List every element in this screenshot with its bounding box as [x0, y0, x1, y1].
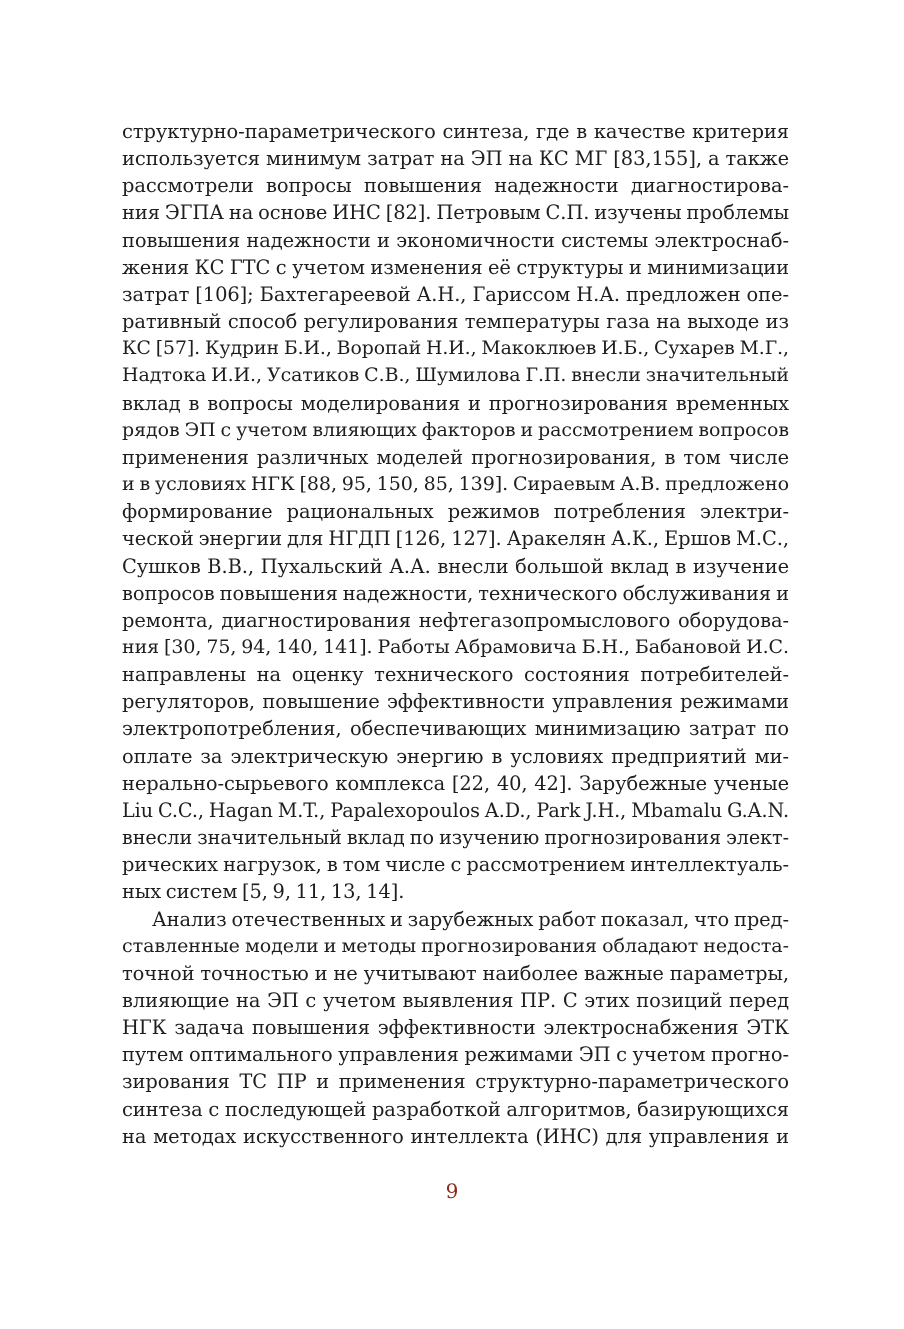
text-line: рассмотрели вопросы повышения надежности диагностирова- [122, 174, 789, 198]
text-line: внесли значительный вклад по изучению прогнозирования элект- [122, 826, 789, 850]
text-line: рических нагрузок, в том числе с рассмотрением интеллектуаль- [122, 853, 789, 877]
text-line: рядов ЭП с учетом влияющих факторов и рассмотрением вопросов [122, 418, 789, 441]
text-line: структурно-параметрического синтеза, где в качестве критерия [122, 120, 789, 143]
text-line: оплате за электрическую энергию в условиях предприятий ми- [122, 744, 789, 768]
text-line: ния [30, 75, 94, 140, 141]. Работы Абрамовича Б.Н., Бабановой И.С. [122, 635, 789, 658]
text-line: регуляторов, повышение эффективности управления режимами [122, 690, 789, 714]
text-line: нерально-сырьевого комплекса [22, 40, 42]. Зарубежные ученые [122, 771, 789, 795]
paragraph [122, 906, 789, 1150]
text-line: вклад в вопросы моделирования и прогнозирования временных [122, 391, 789, 415]
text-line: направлены на оценку технического состояния потребителей- [122, 663, 789, 687]
text-line: ния ЭГПА на основе ИНС [82]. Петровым С.П. изучены проблемы [122, 201, 789, 225]
text-line: электропотребления, обеспечивающих минимизацию затрат по [122, 717, 789, 741]
text-line: затрат [106]; Бахтегареевой А.Н., Гариссом Н.А. предложен опе- [122, 282, 789, 306]
text-line: вопросов повышения надежности, технического обслуживания и [122, 581, 789, 605]
text-line: Надтока И.И., Усатиков С.В., Шумилова Г.П. внесли значительный [122, 364, 789, 387]
text-line: Liu C.C., Hagan M.T., Papalexopoulos A.D., Park J.H., Mbamalu G.A.N. [122, 798, 789, 822]
text-line: точной точностью и не учитывают наиболее важные параметры, [122, 961, 789, 985]
text-line: и в условиях НГК [88, 95, 150, 85, 139]. Сираевым А.В. предложено [122, 473, 789, 496]
text-line: применения различных моделей прогнозирования, в том числе [122, 445, 789, 469]
paragraph [122, 118, 789, 906]
text-line: жения КС ГТС с учетом изменения её структуры и минимизации [122, 255, 789, 279]
text-line: путем оптимального управления режимами ЭП с учетом прогно- [122, 1043, 789, 1067]
text-line: Анализ отечественных и зарубежных работ показал, что пред- [152, 907, 789, 931]
text-line: ративный способ регулирования температуры газа на выходе из [122, 310, 789, 334]
text-line: НГК задача повышения эффективности электроснабжения ЭТК [122, 1016, 789, 1040]
text-line: повышения надежности и экономичности системы электроснаб- [122, 228, 789, 252]
text-line: Сушков В.В., Пухальский А.А. внесли большой вклад в изучение [122, 554, 789, 578]
text-line: ных систем [5, 9, 11, 13, 14]. [122, 880, 405, 904]
page-number: 9 [445, 1179, 459, 1203]
text-line: используется минимум затрат на ЭП на КС МГ [83,155], а также [122, 147, 789, 171]
text-line: зирования ТС ПР и применения структурно-параметрического [122, 1070, 789, 1094]
text-line: синтеза с последующей разработкой алгоритмов, базирующихся [122, 1097, 789, 1121]
text-line: формирование рациональных режимов потребления электри- [122, 500, 789, 524]
text-line: ремонта, диагностирования нефтегазопромыслового оборудова- [122, 608, 789, 632]
text-line: КС [57]. Кудрин Б.И., Воропай Н.И., Макоклюев И.Б., Сухарев М.Г., [122, 338, 789, 360]
text-line: на методах искусственного интеллекта (ИНС) для управления и [122, 1124, 789, 1148]
text-line: ставленные модели и методы прогнозирования обладают недоста- [122, 934, 789, 957]
text-line: ческой энергии для НГДП [126, 127]. Аракелян А.К., Ершов М.С., [122, 527, 789, 551]
text-line: влияющие на ЭП с учетом выявления ПР. С этих позиций перед [122, 989, 789, 1012]
body-text [122, 118, 789, 1150]
